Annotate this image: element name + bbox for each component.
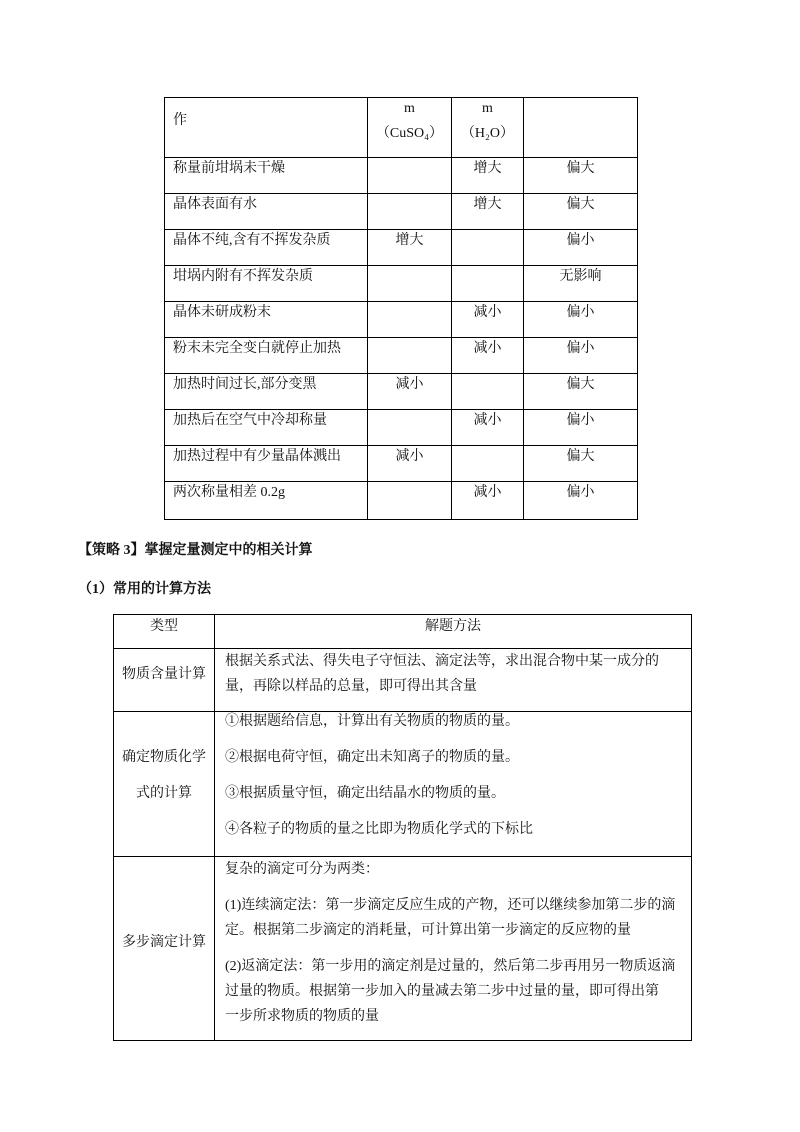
table-row	[165, 482, 638, 520]
result-cell: 无影响	[524, 266, 638, 302]
type-cell	[114, 857, 215, 1041]
m-h2o-cell: 减小	[452, 482, 524, 520]
m-cuso4-cell: 减小	[368, 446, 452, 482]
type-cell	[114, 712, 215, 857]
type-cell	[114, 649, 215, 712]
operation-cell: 称量前坩埚未干燥	[165, 158, 368, 194]
method-paragraph: ②根据电荷守恒，确定出未知离子的物质的量。	[225, 750, 519, 765]
subsection-heading: （1）常用的计算方法	[78, 582, 211, 597]
header-m-cuso4-symbol: m	[404, 101, 415, 116]
operation-cell: 加热时间过长,部分变黑	[165, 374, 368, 410]
method-cell	[215, 649, 692, 712]
m-h2o-cell: 增大	[452, 194, 524, 230]
method-line: 复杂的滴定可分为两类：	[225, 862, 379, 877]
method-line: 根据关系式法、得失电子守恒法、滴定法等，求出混合物中某一成分的	[225, 654, 659, 669]
table-header-row	[165, 98, 638, 158]
method-paragraph	[225, 893, 691, 943]
type-label: 物质含量计算	[122, 667, 206, 682]
table-row	[114, 857, 692, 1041]
operation-cell: 加热后在空气中冷却称量	[165, 410, 368, 446]
header-result	[524, 98, 638, 158]
type-label: 式的计算	[136, 786, 192, 801]
method-line: 量，再除以样品的总量，即可得出其含量	[225, 679, 477, 694]
operation-cell: 粉末未完全变白就停止加热	[165, 338, 368, 374]
m-cuso4-cell	[368, 302, 452, 338]
m-cuso4-cell	[368, 194, 452, 230]
method-paragraph	[225, 954, 691, 1029]
table-row	[165, 446, 638, 482]
header-m-cuso4	[368, 98, 452, 158]
result-cell: 偏大	[524, 158, 638, 194]
result-cell: 偏大	[524, 194, 638, 230]
m-cuso4-cell	[368, 338, 452, 374]
table-row	[165, 410, 638, 446]
type-label: 多步滴定计算	[122, 934, 206, 950]
method-cell	[215, 712, 692, 857]
result-cell: 偏大	[524, 374, 638, 410]
m-h2o-cell: 减小	[452, 302, 524, 338]
operation-cell: 晶体未研成粉末	[165, 302, 368, 338]
header-m-h2o-formula: （H₂O）	[460, 126, 515, 141]
m-h2o-cell: 减小	[452, 338, 524, 374]
table-row	[165, 302, 638, 338]
m-h2o-cell: 减小	[452, 410, 524, 446]
result-cell: 偏小	[524, 338, 638, 374]
header-method: 解题方法	[215, 615, 692, 649]
m-cuso4-cell	[368, 266, 452, 302]
method-paragraph: ①根据题给信息，计算出有关物质的物质的量。	[225, 714, 519, 729]
result-cell: 偏小	[524, 230, 638, 266]
operation-cell: 坩埚内附有不挥发杂质	[165, 266, 368, 302]
operation-cell: 晶体不纯,含有不挥发杂质	[165, 230, 368, 266]
table-row	[165, 158, 638, 194]
m-h2o-cell: 增大	[452, 158, 524, 194]
method-line: 定。根据第二步滴定的消耗量，可计算出第一步滴定的反应物的量	[225, 923, 631, 938]
table-row	[165, 194, 638, 230]
header-m-h2o	[452, 98, 524, 158]
method-line: 过量的物质。根据第一步加入的量减去第二步中过量的量，即可得出第	[225, 984, 659, 999]
header-m-h2o-symbol: m	[482, 101, 493, 116]
table-row	[165, 230, 638, 266]
method-paragraph: ③根据质量守恒，确定出结晶水的物质的量。	[225, 786, 505, 801]
m-cuso4-cell: 减小	[368, 374, 452, 410]
table-row	[165, 266, 638, 302]
type-label: 确定物质化学	[122, 750, 206, 765]
header-type: 类型	[114, 615, 215, 649]
result-cell: 偏小	[524, 410, 638, 446]
method-line: 一步所求物质的物质的量	[225, 1009, 379, 1024]
m-cuso4-cell	[368, 410, 452, 446]
table-row	[165, 374, 638, 410]
method-cell	[215, 857, 692, 1041]
header-operation: 作	[165, 98, 368, 158]
table-row	[114, 649, 692, 712]
operation-cell: 加热过程中有少量晶体溅出	[165, 446, 368, 482]
m-h2o-cell	[452, 230, 524, 266]
m-cuso4-cell	[368, 158, 452, 194]
section-heading: 【策略 3】掌握定量测定中的相关计算	[78, 543, 313, 558]
result-cell: 偏大	[524, 446, 638, 482]
method-paragraph: ④各粒子的物质的量之比即为物质化学式的下标比	[225, 822, 533, 837]
operation-cell: 两次称量相差 0.2g	[165, 482, 368, 520]
table-header-row	[114, 615, 692, 649]
method-paragraph	[225, 857, 691, 882]
m-cuso4-cell	[368, 482, 452, 520]
m-h2o-cell	[452, 446, 524, 482]
error-analysis-table	[164, 97, 638, 520]
calculation-methods-table	[113, 614, 692, 1041]
m-h2o-cell	[452, 374, 524, 410]
method-line: (2)返滴定法：第一步用的滴定剂是过量的，然后第二步再用另一物质返滴	[225, 959, 676, 974]
header-m-cuso4-formula: （CuSO₄）	[375, 126, 444, 141]
table-row	[165, 338, 638, 374]
m-h2o-cell	[452, 266, 524, 302]
method-line: (1)连续滴定法：第一步滴定反应生成的产物，还可以继续参加第二步的滴	[225, 898, 676, 913]
result-cell: 偏小	[524, 302, 638, 338]
result-cell: 偏小	[524, 482, 638, 520]
table-row	[114, 712, 692, 857]
m-cuso4-cell: 增大	[368, 230, 452, 266]
operation-cell: 晶体表面有水	[165, 194, 368, 230]
